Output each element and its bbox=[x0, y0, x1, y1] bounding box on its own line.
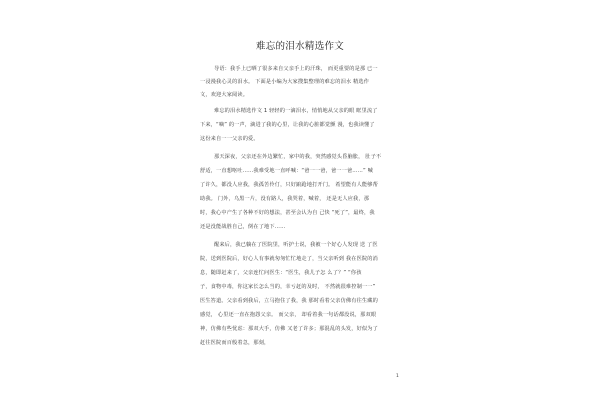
text-line: 难忘的泪水精选作文 1 轻轻的一滴泪水，悄悄地从父亲的眼 眶里流了 bbox=[214, 108, 378, 114]
text-line: 那天深夜，父亲还在外边繁忙，家中的我，突然感觉头昏脑胀， 肚子不 bbox=[214, 154, 382, 160]
text-line: 文，欢迎大家阅读。 bbox=[200, 92, 249, 98]
document-title: 难忘的泪水精选作文 bbox=[255, 41, 345, 52]
text-line: 感觉， 心里还一直在抱怨父亲。 而父亲， 却看着我一句话都没说，那双眼 bbox=[200, 312, 377, 318]
text-line: 导语：我手上已晒了很多来自父亲手上的汗珠， 而更重要的是那 已一 bbox=[214, 66, 378, 72]
text-line: 院，送到医院后，好心人有事就匆匆忙忙地走了，当父亲听到 我在医院的消 bbox=[200, 256, 378, 262]
text-line: 息，随即赶来了，父亲连忙问医生：“医生，我儿子怎 么了？” “你孩 bbox=[200, 270, 362, 276]
text-line: 舒适，一直想呕吐……我难受地一直呼喊：“爸一一爸，爸一一爸……” 喊 bbox=[200, 168, 373, 174]
text-line: 时，我心中产生了各种不好的想法，甚至会认为自 己快 “死了”，最终，我 bbox=[200, 210, 375, 216]
text-line: 还是没能战胜自己，倒在了地下…… bbox=[200, 224, 286, 230]
text-line: 下来，“嘀” 的一声，滴进了我的心里，让我的心脏都觉颤 漫，也我读懂了 bbox=[200, 122, 375, 128]
text-line: 醒来后，我已躺在了医院里，听护士说，我被一个好心人发现 送 了医 bbox=[214, 242, 378, 248]
page-number: 1 bbox=[396, 374, 399, 379]
text-line: 子，食物中毒，你这家长怎么当的，幸亏赶的及时， 不然就很难控制一一” bbox=[200, 284, 376, 290]
text-line: 助我。 门外，乌黑一片，没有路人，我哭着，喊着， 还是无人应我，那 bbox=[200, 196, 370, 202]
text-line: 了许久，都没人应我，我孤苦伶仃，只好踉跄地打开门。 希望能有人能够帮 bbox=[200, 182, 378, 188]
text-line: 神，仿佛有些忧虑：那双大手，仿佛 又老了许多；那混乱的头发，好似为了 bbox=[200, 326, 378, 332]
text-line: 医生答道。父亲看到我后，立马抱住了我，我 那时看着父亲仿佛有往生藏的 bbox=[200, 298, 378, 304]
text-line: 这份来自一一父亲的爱。 bbox=[200, 136, 259, 142]
text-line: 赶往医院而百般着急，那刻， bbox=[200, 340, 270, 346]
text-line: 一浸漫我心灵的泪水。 下面是小编为大家搜集整理的难忘的泪水 精选作 bbox=[200, 79, 370, 85]
